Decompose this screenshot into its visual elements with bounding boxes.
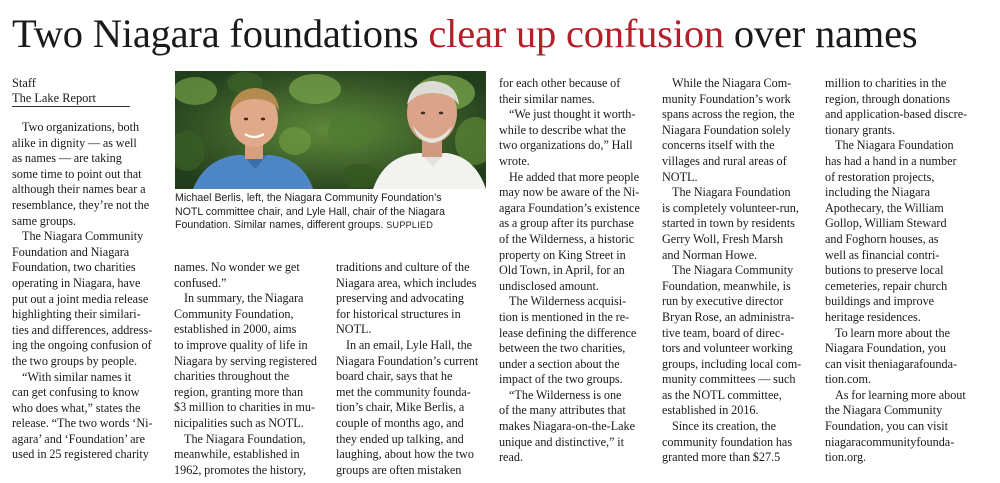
article-line: two organizations do,” Hall — [499, 138, 633, 153]
article-line: $3 million to charities in mu- — [174, 400, 316, 415]
photo-credit: SUPPLIED — [386, 220, 434, 231]
article-line: property on King Street in — [499, 247, 626, 262]
article-line: agara’ and ‘Foundation’ are — [12, 431, 145, 446]
caption-line-text: Foundation. Similar names, different groups. — [175, 219, 384, 232]
article-line: can visit theniagarafounda- — [825, 356, 958, 371]
article-line: can get confusing to know — [12, 385, 140, 400]
article-line: Old Town, in April, for an — [499, 263, 625, 278]
article-line: as a group after its purchase — [499, 216, 634, 231]
article-line: The Wilderness acquisi- — [509, 294, 627, 309]
article-line: read. — [499, 450, 524, 465]
article-line: established in 2000, aims — [174, 322, 297, 337]
article-line: unique and distinctive,” it — [499, 434, 625, 449]
article-line: of the many attributes that — [499, 403, 626, 418]
article-line: tion.com. — [825, 372, 872, 387]
article-line: has had a hand in a number — [825, 153, 957, 168]
article-line: community foundation has — [662, 434, 793, 449]
article-column-5 — [662, 76, 814, 466]
article-line: While the Niagara Com- — [672, 76, 792, 90]
article-line: some time to point out that — [12, 166, 142, 181]
article-line: Two organizations, both — [22, 120, 140, 134]
article-line: Niagara Foundation solely — [662, 122, 791, 137]
article-line: butions to preserve local — [825, 263, 944, 278]
article-line: Foundation and Niagara — [12, 244, 130, 259]
article-line: Since its creation, the — [672, 419, 777, 434]
article-line: their similar names. — [499, 91, 595, 106]
article-line: NOTL. — [336, 322, 372, 337]
article-line: villages and rural areas of — [662, 153, 787, 168]
article-line: names. No wonder we get — [174, 260, 300, 274]
article-line: Gerry Woll, Fresh Marsh — [662, 231, 784, 246]
article-line: between the two charities, — [499, 341, 626, 356]
article-line: confused.” — [174, 275, 227, 290]
article-line: Foundation, you can visit — [825, 419, 948, 434]
article-line: Niagara area, which includes — [336, 275, 477, 290]
article-line: established in 2016. — [662, 403, 759, 418]
article-line: undisclosed amount. — [499, 278, 599, 293]
article-line: “With similar names it — [22, 369, 132, 384]
article-line: agara Foundation’s existence — [499, 200, 640, 215]
article-column-4 — [499, 76, 651, 466]
article-line: charities throughout the — [174, 369, 290, 384]
article-line: In summary, the Niagara — [184, 291, 304, 306]
article-line: is completely volunteer-run, — [662, 200, 799, 215]
article-line: Apothecary, the William — [825, 200, 944, 215]
article-line: tionary grants. — [825, 122, 896, 137]
article-line: Foundation, meanwhile, is — [662, 278, 791, 293]
article-line: 1962, promotes the history, — [174, 462, 307, 477]
article-line: of restoration projects, — [825, 169, 935, 184]
article-column-2 — [174, 260, 326, 478]
photo-two-men-foliage — [175, 71, 486, 189]
article-line: alike in dignity — as well — [12, 135, 137, 150]
article-line: impact of the two groups. — [499, 372, 623, 387]
article-column-6 — [825, 76, 990, 466]
article-line: of the Wilderness, a historic — [499, 231, 635, 246]
article-line: ing the ongoing confusion of — [12, 338, 152, 353]
article-line: laughing, about how the two — [336, 447, 474, 462]
article-line: Community Foundation, — [174, 306, 294, 321]
article-line: as the NOTL committee, — [662, 387, 782, 402]
caption-line — [175, 219, 495, 233]
article-line: put out a joint media release — [12, 291, 149, 306]
article-line: spans across the region, the — [662, 107, 795, 122]
article-line: same groups. — [12, 213, 77, 228]
article-line: tion is mentioned in the re- — [499, 309, 630, 324]
article-line: granted more than $27.5 — [662, 450, 781, 465]
article-line: “The Wilderness is one — [509, 387, 622, 402]
headline-part1: Two Niagara foundations — [12, 11, 429, 56]
article-line: The Niagara Foundation, — [184, 431, 306, 446]
article-line: and Foghorn houses, as — [825, 231, 939, 246]
article-line: operating in Niagara, have — [12, 275, 141, 290]
article-line: In an email, Lyle Hall, the — [346, 337, 473, 352]
article-line: tive team, board of direc- — [662, 325, 785, 340]
caption-line: NOTL committee chair, and Lyle Hall, chair of the Niagara — [175, 205, 446, 218]
article-line: nicipalities such as NOTL. — [174, 415, 304, 430]
article-line: Niagara Foundation, you — [825, 341, 946, 356]
article-line: groups, including local com- — [662, 356, 802, 371]
article-line: who does what,” states the — [12, 400, 141, 415]
article-line: including the Niagara — [825, 185, 930, 200]
article-line: resemblance, they’re not the — [12, 197, 150, 212]
article-line: met the community founda- — [336, 384, 471, 399]
article-line: munity Foundation’s work — [662, 91, 791, 106]
article-line: wrote. — [499, 153, 530, 168]
byline — [12, 76, 130, 106]
caption-line: Michael Berlis, left, the Niagara Community Foundation’s — [175, 192, 442, 204]
article-line: they ended up talking, and — [336, 431, 464, 446]
article-line: Niagara Foundation’s current — [336, 353, 479, 368]
article-line: munity committees — such — [662, 372, 796, 387]
article-line: release. “The two words ‘Ni- — [12, 416, 153, 431]
article-line: tion’s chair, Mike Berlis, a — [336, 400, 465, 415]
article-line: may now be aware of the Ni- — [499, 185, 640, 200]
photo-caption — [175, 192, 495, 233]
article-line: under a section about the — [499, 356, 620, 371]
article-line: region, granting more than — [174, 384, 304, 399]
byline-author: Staff — [12, 76, 36, 90]
article-line: to improve quality of life in — [174, 337, 308, 352]
article-line: as names — are taking — [12, 151, 122, 166]
article-line: Gollop, William Steward — [825, 216, 947, 231]
article-line: used in 25 registered charity — [12, 447, 149, 462]
article-line: The Niagara Foundation — [835, 138, 954, 153]
article-line: Niagara by serving registered — [174, 353, 317, 368]
article-line: The Niagara Foundation — [672, 185, 791, 200]
article-line: As for learning more about — [835, 387, 966, 402]
article-line: buildings and improve — [825, 294, 935, 309]
article-line: heritage residences. — [825, 309, 921, 324]
article-line: couple of months ago, and — [336, 415, 464, 430]
byline-publication: The Lake Report — [12, 91, 96, 105]
article-line: NOTL. — [662, 169, 698, 184]
article-line: groups are often mistaken — [336, 462, 462, 477]
article-line: He added that more people — [509, 169, 640, 184]
article-line: Bryan Rose, an administra- — [662, 309, 795, 324]
article-line: makes Niagara-on-the-Lake — [499, 419, 636, 434]
article-line: cemeteries, repair church — [825, 278, 948, 293]
article-line: tion.org. — [825, 450, 867, 465]
article-line: board chair, says that he — [336, 369, 453, 384]
article-line: niagaracommunityfounda- — [825, 434, 955, 449]
article-line: The Niagara Community — [22, 229, 144, 244]
article-column-3 — [336, 260, 488, 478]
article-line: the two groups by people. — [12, 353, 138, 368]
article-line: well as financial contri- — [825, 247, 940, 262]
article-line: run by executive director — [662, 294, 784, 309]
article-line: Foundation, two charities — [12, 260, 136, 275]
article-line: ties and differences, address- — [12, 322, 153, 337]
article-line: concerns itself with the — [662, 138, 775, 153]
article-line: although their names bear a — [12, 182, 146, 197]
article-line: To learn more about the — [835, 325, 951, 340]
article-line: the Niagara Community — [825, 403, 943, 418]
article-line: meanwhile, established in — [174, 447, 300, 462]
article-line: million to charities in the — [825, 76, 947, 90]
article-line: for each other because of — [499, 76, 621, 90]
byline-divider — [12, 106, 130, 107]
headline-part2: over names — [723, 11, 918, 56]
article-line: highlighting their similari- — [12, 307, 141, 322]
article-line: region, through donations — [825, 91, 950, 106]
article-line: preserving and advocating — [336, 291, 464, 306]
article-line: for historical structures in — [336, 306, 461, 321]
headline-accent: clear up confusion — [428, 11, 724, 56]
article-line: The Niagara Community — [672, 263, 794, 278]
headline — [12, 8, 992, 60]
article-line: and application-based discre- — [825, 107, 968, 122]
article-line: traditions and culture of the — [336, 260, 470, 274]
article-line: “We just thought it worth- — [509, 107, 636, 122]
article-line: started in town by residents — [662, 216, 795, 231]
article-photo — [175, 71, 486, 189]
article-line: and Norman Howe. — [662, 247, 758, 262]
article-column-1 — [12, 120, 162, 463]
article-line: while to describe what the — [499, 122, 626, 137]
article-line: tors and volunteer working — [662, 341, 793, 356]
article-line: lease defining the difference — [499, 325, 637, 340]
